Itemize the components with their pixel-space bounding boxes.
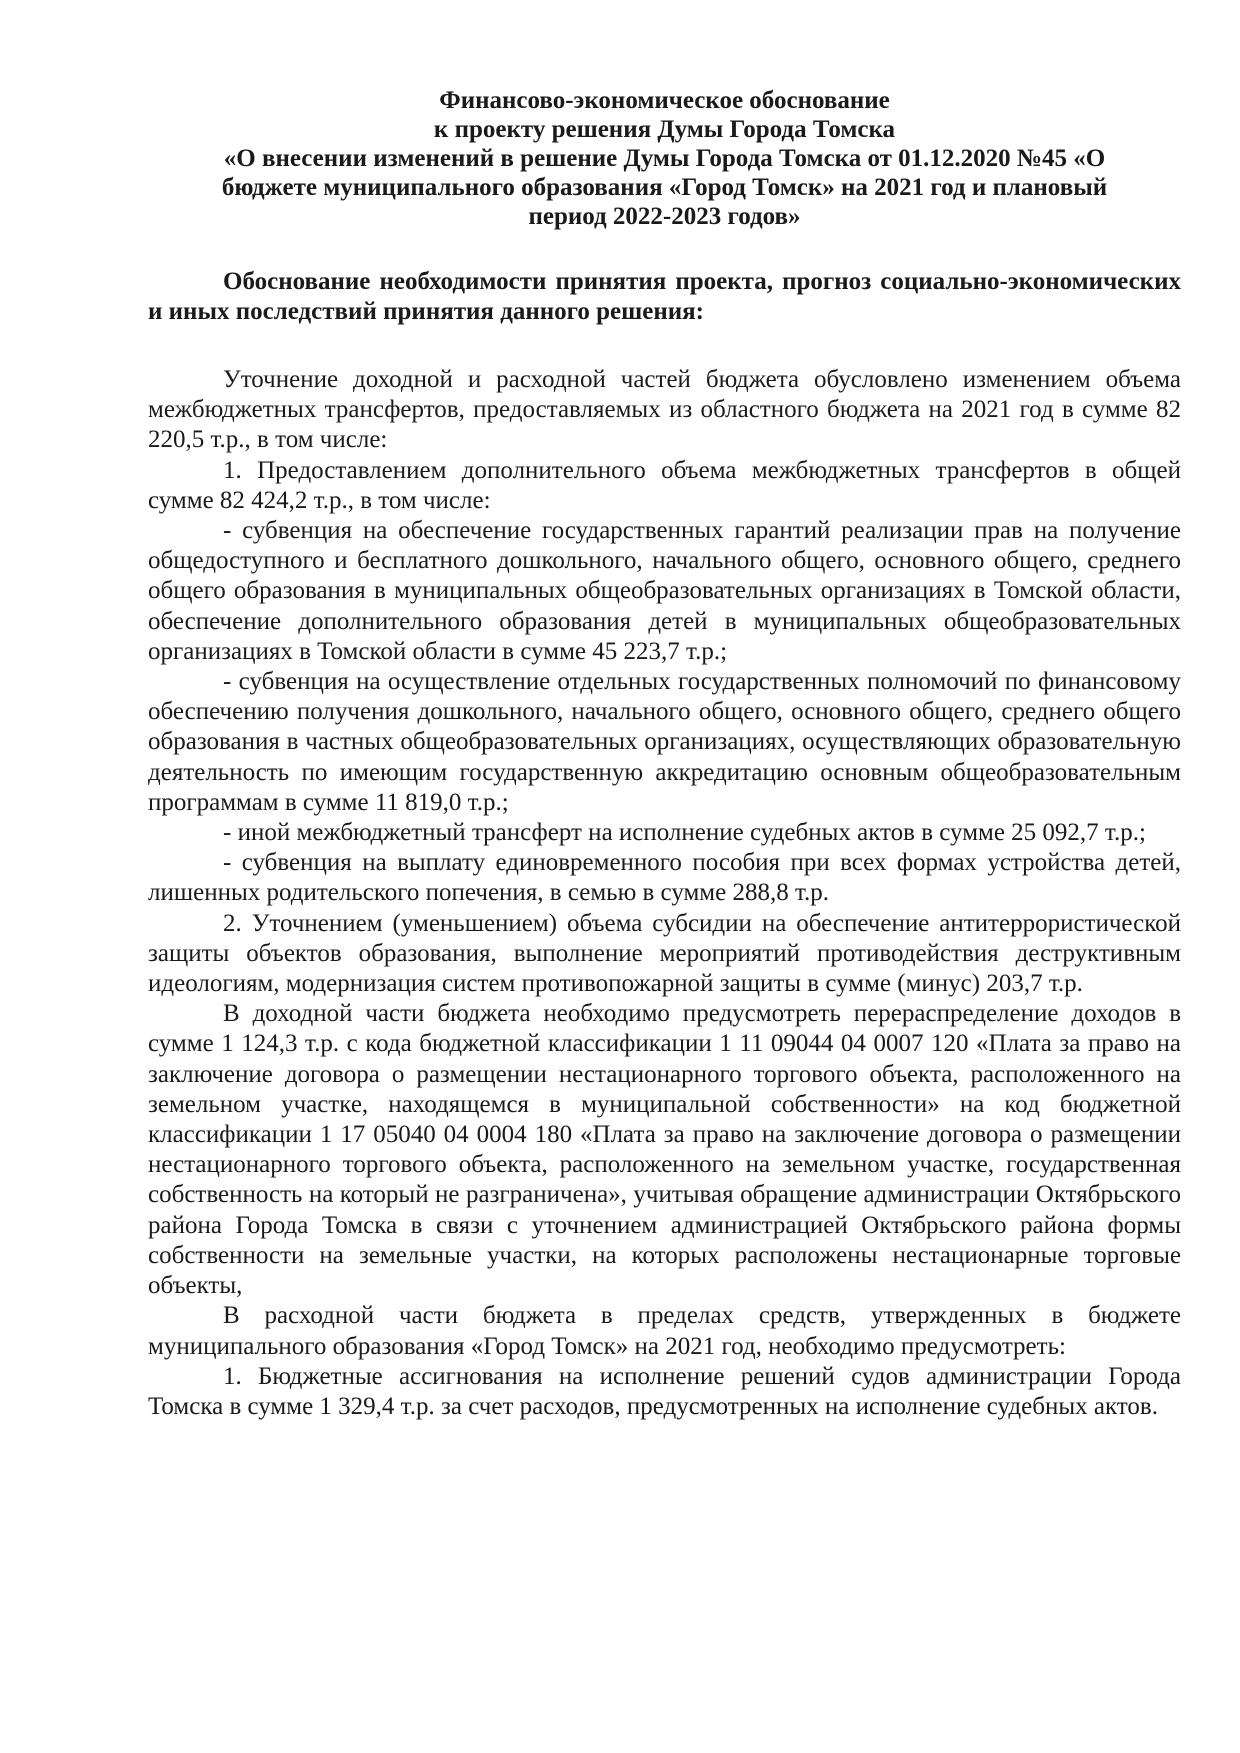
document-body — [148, 365, 1181, 1422]
paragraph: Уточнение доходной и расходной частей бюджета обусловлено изменением объема межбюджетных трансфертов, предоставляемых из областного бюджета на 2021 год в сумме 82 220,5 т.р., в том числе: — [148, 366, 1181, 454]
paragraph: 1. Предоставлением дополнительного объема межбюджетных трансфертов в общей сумме 82 424,2 т.р., в том числе: — [148, 456, 1181, 514]
paragraph: - субвенция на выплату единовременного пособия при всех формах устройства детей, лишенных родительского попечения, в семью в сумме 288,8 т.р. — [148, 849, 1181, 907]
paragraph: В доходной части бюджета необходимо предусмотреть перераспределение доходов в сумме 1 124,3 т.р. с кода бюджетной классификации 1 11 09044 04 0007 120 «Плата за право на заключение договора о размещении нестационарного торгового объекта, расположенного на земельном участке, находящемся в муниципальной собственности» на код бюджетной классификации 1 17 05040 04 0004 180 «Плата за право на заключение договора о размещении нестационарного торгового объекта, расположенного на земельном участке, государственная собственность на который не разграничена», учитывая обращение администрации Октябрьского района Города Томска в связи с уточнением администрацией Октябрьского района формы собственности на земельные участки, на которых расположены нестационарные торговые объекты, — [148, 1000, 1181, 1300]
title-line: «О внесении изменений в решение Думы Города Томска от 01.12.2020 №45 «О — [223, 145, 1106, 172]
paragraph: - иной межбюджетный трансферт на исполнение судебных актов в сумме 25 092,7 т.р.; — [223, 819, 1146, 847]
document-title — [148, 86, 1181, 231]
paragraph: - субвенция на обеспечение государственных гарантий реализации прав на получение общедоступного и бесплатного дошкольного, начального общего, основного общего, среднего общего образования в муниципальных общеобразовательных организациях в Томской области, обеспечение дополнительного образования детей в муниципальных общеобразовательных организациях в Томской области в сумме 45 223,7 т.р.; — [148, 517, 1181, 665]
paragraph: - субвенция на осуществление отдельных государственных полномочий по финансовому обеспечению получения дошкольного, начального общего, основного общего, среднего общего образования в частных общеобразовательных организациях, осуществляющих образовательную деятельность по имеющим государственную аккредитацию основным общеобразовательным программам в сумме 11 819,0 т.р.; — [148, 668, 1181, 816]
section-heading: Обоснование необходимости принятия проекта, прогноз социально-экономических и иных последствий принятия данного решения: — [148, 268, 1181, 325]
title-line: период 2022-2023 годов» — [528, 203, 801, 230]
title-line: Финансово-экономическое обоснование — [439, 87, 890, 114]
document-content — [148, 86, 1181, 1422]
title-line: бюджете муниципального образования «Город Томск» на 2021 год и плановый — [221, 174, 1108, 201]
title-line: к проекту решения Думы Города Томска — [433, 116, 896, 143]
paragraph: 1. Бюджетные ассигнования на исполнение решений судов администрации Города Томска в сумме 1 329,4 т.р. за счет расходов, предусмотренных на исполнение судебных актов. — [148, 1362, 1181, 1420]
paragraph: В расходной части бюджета в пределах средств, утвержденных в бюджете муниципального образования «Город Томск» на 2021 год, необходимо предусмотреть: — [148, 1302, 1181, 1360]
paragraph: 2. Уточнением (уменьшением) объема субсидии на обеспечение антитеррористической защиты объектов образования, выполнение мероприятий противодействия деструктивным идеологиям, модернизация систем противопожарной защиты в сумме (минус) 203,7 т.р. — [148, 909, 1181, 998]
